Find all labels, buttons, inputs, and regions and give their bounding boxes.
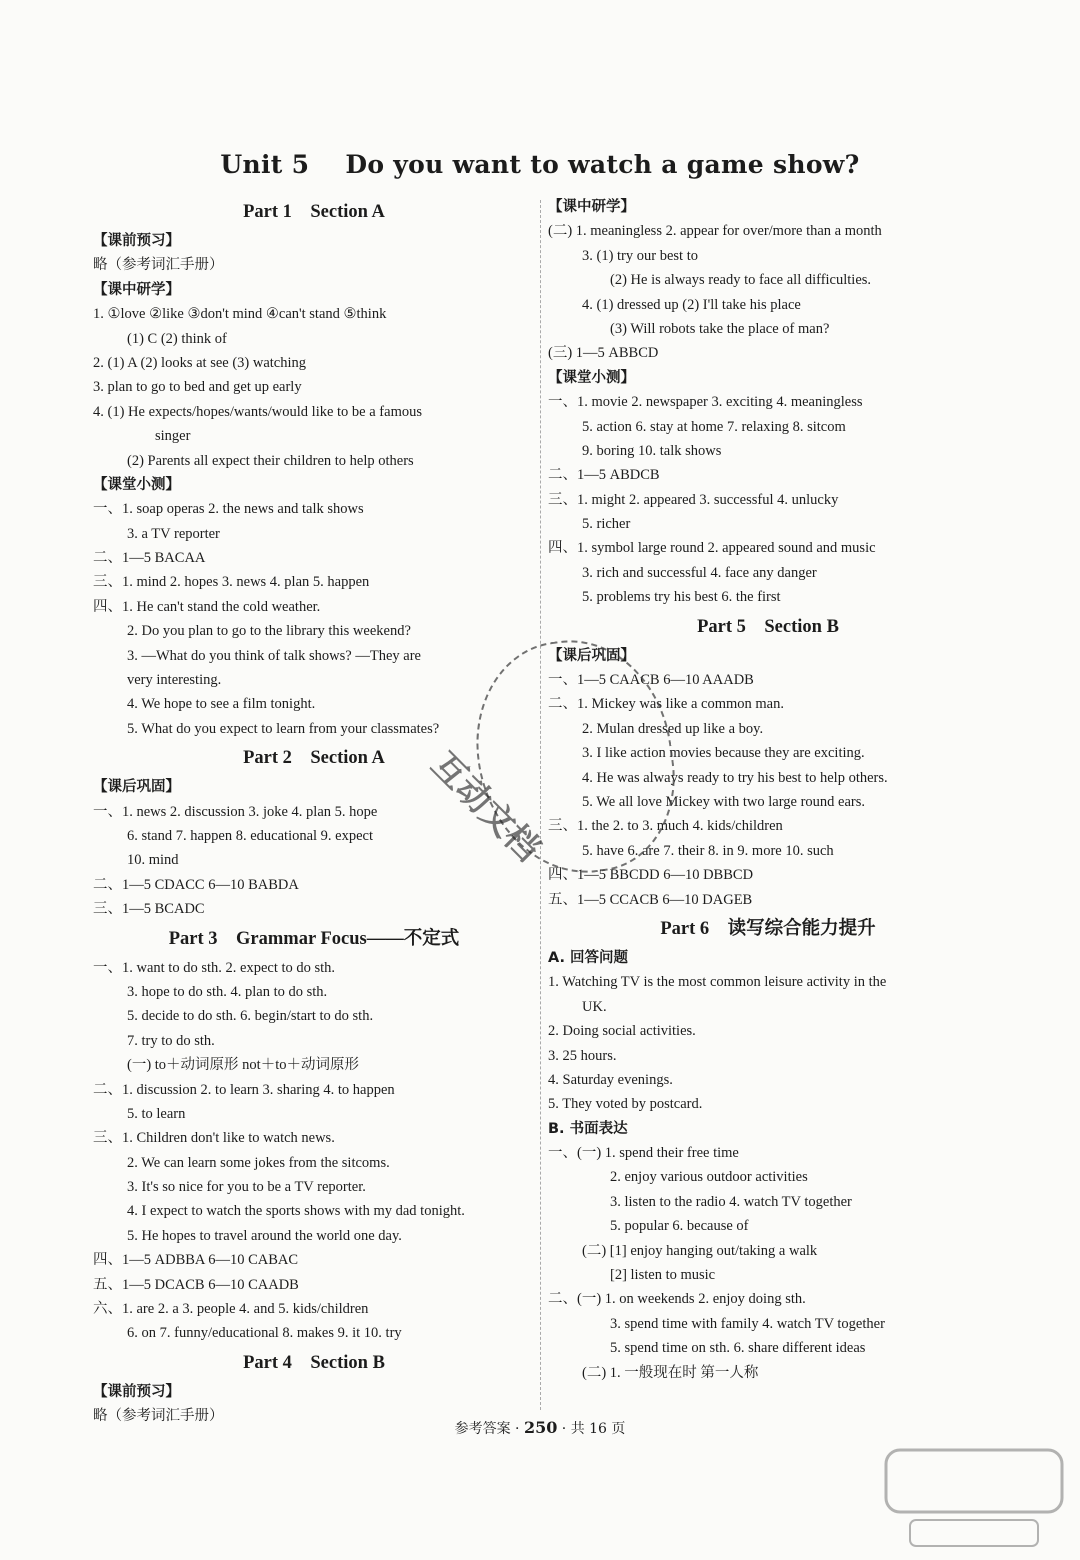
answer-line: 略（参考词汇手册） xyxy=(93,1408,224,1425)
answer-line: (二) 1. 一般现在时 第一人称 xyxy=(582,1364,759,1381)
answer-line: 4. (1) He expects/hopes/wants/would like to be a famous xyxy=(93,403,422,420)
page-footer xyxy=(0,1418,1080,1438)
answer-line: 三、1. Children don't like to watch news. xyxy=(93,1130,335,1147)
answer-line: 二、(一) 1. on weekends 2. enjoy doing sth. xyxy=(548,1291,806,1308)
answer-line: 2. Doing social activities. xyxy=(548,1023,696,1040)
answer-line: 4. He was always ready to try his best to help others. xyxy=(582,769,888,786)
answer-line: 四、1. symbol large round 2. appeared sound and music xyxy=(548,540,876,557)
answer-line: 3. I like action movies because they are exciting. xyxy=(582,745,865,762)
answer-line: (二) 1. meaningless 2. appear for over/more than a month xyxy=(548,223,882,240)
answer-line: 5. popular 6. because of xyxy=(610,1218,749,1235)
answer-line: 略（参考词汇手册） xyxy=(93,257,224,274)
answer-line: 二、1—5 BACAA xyxy=(93,550,206,567)
answer-line: 5. They voted by postcard. xyxy=(548,1096,703,1113)
answer-line: 5. problems try his best 6. the first xyxy=(582,589,781,606)
answer-line: 一、1. news 2. discussion 3. joke 4. plan 5. hope xyxy=(93,803,378,820)
answer-line: 3. (1) try our best to xyxy=(582,247,698,264)
watermark-logo xyxy=(880,1444,1068,1554)
answer-line: (三) 1—5 ABBCD xyxy=(548,345,659,362)
answer-line: (一) to＋动词原形 not＋to＋动词原形 xyxy=(127,1057,359,1074)
answer-line: 3. It's so nice for you to be a TV reporter. xyxy=(127,1179,366,1196)
answer-line: 3. hope to do sth. 4. plan to do sth. xyxy=(127,983,328,1000)
answer-line: (1) C (2) think of xyxy=(127,330,227,347)
answer-line: 五、1—5 DCACB 6—10 CAADB xyxy=(93,1276,299,1293)
answer-line: (2) He is always ready to face all difficulties. xyxy=(610,272,872,289)
watermark-stamp-text: 互动文档 xyxy=(423,744,548,870)
answer-line: 6. stand 7. happen 8. educational 9. expect xyxy=(127,827,374,844)
answer-line: (2) Parents all expect their children to help others xyxy=(127,452,414,469)
answer-line: 2. We can learn some jokes from the sitcoms. xyxy=(127,1154,390,1171)
page-number: 250 xyxy=(523,1418,558,1437)
answer-line: 5. He hopes to travel around the world one day. xyxy=(127,1227,402,1244)
section-heading: 【课前预习】 xyxy=(93,1383,180,1400)
part-heading: Part 4 Section B xyxy=(243,1352,385,1373)
answer-line: 3. plan to go to bed and get up early xyxy=(93,379,302,396)
answer-line: 三、1. mind 2. hopes 3. news 4. plan 5. happen xyxy=(93,574,370,591)
answer-line: 5. What do you expect to learn from your classmates? xyxy=(127,720,440,737)
part-heading: Part 6 读写综合能力提升 xyxy=(660,918,876,939)
part-heading: Part 2 Section A xyxy=(243,748,385,769)
section-heading: 【课堂小测】 xyxy=(548,369,635,386)
section-heading: B. 书面表达 xyxy=(548,1120,628,1137)
answer-line: [2] listen to music xyxy=(610,1267,716,1284)
part-heading: Part 5 Section B xyxy=(697,616,839,637)
answer-line: 四、1. He can't stand the cold weather. xyxy=(93,598,321,615)
answer-line: 二、1. discussion 2. to learn 3. sharing 4. to happen xyxy=(93,1081,395,1098)
part-heading: Part 3 Grammar Focus——不定式 xyxy=(168,928,460,949)
answer-line: 3. listen to the radio 4. watch TV together xyxy=(610,1193,852,1210)
part-heading: Part 1 Section A xyxy=(243,202,385,222)
answer-line: 三、1—5 BCADC xyxy=(93,901,205,918)
answer-line: 3. spend time with family 4. watch TV together xyxy=(610,1315,885,1332)
footer-label: 参考答案 · xyxy=(454,1421,524,1437)
answer-line: 二、1—5 CDACC 6—10 BABDA xyxy=(93,876,299,893)
answer-line: 三、1. might 2. appeared 3. successful 4. unlucky xyxy=(548,491,839,508)
answer-line: 2. Do you plan to go to the library this weekend? xyxy=(127,623,411,640)
answer-line: singer xyxy=(155,428,191,445)
section-heading: 【课前预习】 xyxy=(93,233,180,249)
answer-line: 4. Saturday evenings. xyxy=(548,1071,673,1088)
answer-line: 四、1—5 BBCDD 6—10 DBBCD xyxy=(548,867,754,884)
answer-line: 一、(一) 1. spend their free time xyxy=(548,1145,739,1162)
answer-line: (二) [1] enjoy hanging out/taking a walk xyxy=(582,1242,818,1259)
answer-line: UK. xyxy=(582,998,607,1015)
answer-line: 1. ①love ②like ③don't mind ④can't stand ⑤think xyxy=(93,306,387,323)
answer-line: 3. 25 hours. xyxy=(548,1047,617,1064)
answer-line: 4. We hope to see a film tonight. xyxy=(127,696,316,713)
answer-line: 7. try to do sth. xyxy=(127,1032,215,1049)
answer-line: 六、1. are 2. a 3. people 4. and 5. kids/children xyxy=(93,1301,369,1318)
answer-line: 5. action 6. stay at home 7. relaxing 8. sitcom xyxy=(582,418,846,435)
section-heading: 【课中研学】 xyxy=(93,281,180,298)
page-total: · 共 16 页 xyxy=(557,1421,626,1437)
answer-line: 3. a TV reporter xyxy=(127,525,220,542)
answer-line: 3. rich and successful 4. face any danger xyxy=(582,564,817,581)
answer-line: 4. (1) dressed up (2) I'll take his place xyxy=(582,296,801,313)
answer-line: 三、1. the 2. to 3. much 4. kids/children xyxy=(548,818,783,835)
answer-line: 一、1. soap operas 2. the news and talk shows xyxy=(93,501,364,518)
answer-line: 二、1. Mickey was like a common man. xyxy=(548,696,784,713)
answer-line: 2. (1) A (2) looks at see (3) watching xyxy=(93,354,307,371)
answer-line: 10. mind xyxy=(127,852,179,869)
answer-line: 5. to learn xyxy=(127,1105,186,1122)
answer-line: 5. decide to do sth. 6. begin/start to do sth. xyxy=(127,1008,374,1025)
answer-line: 5. spend time on sth. 6. share different ideas xyxy=(610,1340,866,1357)
section-heading: 【课后巩固】 xyxy=(93,779,180,796)
answer-line: 五、1—5 CCACB 6—10 DAGEB xyxy=(548,891,753,908)
answer-line: 3. —What do you think of talk shows? —They are xyxy=(127,647,421,664)
section-heading: 【课后巩固】 xyxy=(548,647,635,664)
answer-line: 5. have 6. are 7. their 8. in 9. more 10. such xyxy=(582,842,834,859)
section-heading: A. 回答问题 xyxy=(548,949,629,966)
answer-line: 9. boring 10. talk shows xyxy=(582,442,722,459)
answer-line: 4. I expect to watch the sports shows with my dad tonight. xyxy=(127,1203,465,1220)
section-heading: 【课堂小测】 xyxy=(93,476,180,493)
answer-line: 2. enjoy various outdoor activities xyxy=(610,1169,808,1186)
answer-line: 5. We all love Mickey with two large round ears. xyxy=(582,793,865,810)
answer-line: 二、1—5 ABDCB xyxy=(548,467,660,484)
answer-line: 四、1—5 ADBBA 6—10 CABAC xyxy=(93,1252,299,1269)
answer-line: 一、1. want to do sth. 2. expect to do sth. xyxy=(93,959,336,976)
answer-line: very interesting. xyxy=(127,672,222,689)
answer-line: 1. Watching TV is the most common leisure activity in the xyxy=(548,974,887,991)
answer-line: (3) Will robots take the place of man? xyxy=(610,320,830,337)
section-heading: 【课中研学】 xyxy=(548,199,635,215)
page-title: Unit 5 Do you want to watch a game show? xyxy=(220,150,860,179)
answer-line: 6. on 7. funny/educational 8. makes 9. it 10. try xyxy=(127,1325,402,1342)
answer-line: 2. Mulan dressed up like a boy. xyxy=(582,720,764,737)
answer-line: 5. richer xyxy=(582,516,631,533)
answer-line: 一、1—5 CAACB 6—10 AAADB xyxy=(548,672,754,689)
answer-line: 一、1. movie 2. newspaper 3. exciting 4. meaningless xyxy=(548,394,863,411)
